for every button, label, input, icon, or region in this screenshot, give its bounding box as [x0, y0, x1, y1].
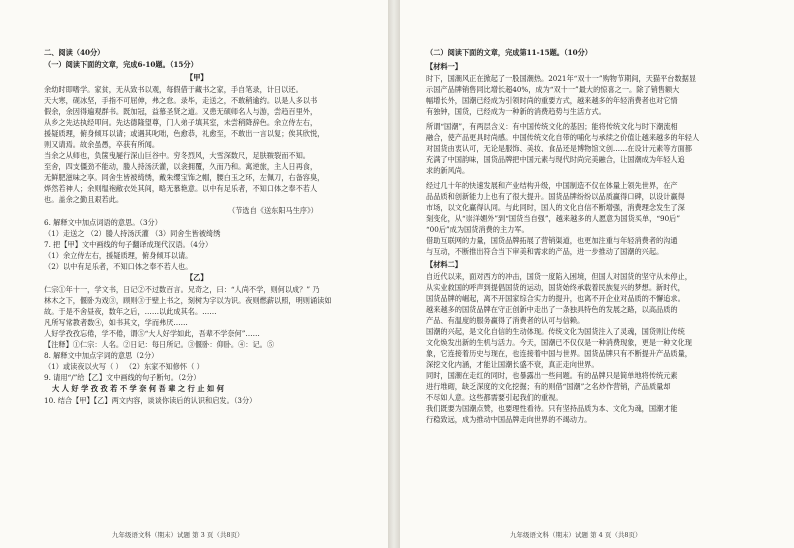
material-1-label: 【材料一】 — [426, 62, 462, 71]
passage-b-line: 仁宗①年十一，学文书，日记②不过数百言。兄奇之，曰：“人尚不学，则何以成？” 乃 — [44, 285, 320, 294]
question-7-item: （2）以中有足乐者，不知口体之奉不若人也。 — [44, 262, 193, 271]
material-2-line: 越来越多的国货品牌在守正创新中走出了一条独具特色的发展之路，以高品质的 — [426, 305, 678, 314]
passage-b-note: 【注释】①仁宗：人名。②日记：每日所记。③偃卧：仰卧。④：记。⑤ — [44, 340, 275, 349]
material-1-line: 对国货由衷认可，无论是服饰、美妆、食品还是博物馆文创……在设计元素等方面都 — [426, 144, 692, 153]
material-1-line: 有独钟，国货，已经成为一种新的消费趋势与生活方式。 — [426, 107, 606, 116]
right-page — [400, 0, 794, 548]
passage-a-label: 【甲】 — [186, 73, 208, 82]
passage-b-label: 【乙】 — [186, 273, 208, 282]
material-2-line: 进行堆砌，缺乏深度的文化挖掘；有的则借“国潮”之名炒作营销，产品质量却 — [426, 382, 671, 391]
material-2-line: 自近代以来，面对西方的冲击，国货一度陷入困境，但国人对国货的坚守从未停止， — [426, 272, 692, 281]
material-1-line: 借助互联网的力量，国货品牌拓展了营销渠道，也更加注重与年轻消费者的沟通 — [426, 236, 678, 245]
passage-a-line: 援疑质理，俯身倾耳以请；或遇其叱咄，色愈恭，礼愈至，不敢出一言以复；俟其欣悦， — [44, 129, 325, 138]
question-6: 6. 解释文中加点词语的意思。（3分） — [44, 218, 162, 227]
book-gutter — [388, 0, 400, 548]
question-7-item: （1）余立侍左右，援疑质理，俯身倾耳以请。 — [44, 251, 193, 260]
footer-right: 九年级语文科（期末）试题 第 4 页（共8页） — [510, 531, 642, 539]
passage-b-line: 人好学孜孜忘倦，学不倦，谓⑤“大人好学如此，吾辈不学奈何”…… — [44, 329, 260, 338]
material-2-line: 产品、有温度的服务赢得了消费者的认可与信赖。 — [426, 316, 585, 325]
material-1-line: 与互动，不断推出符合当下审美和需求的产品，进一步推动了国潮的兴起。 — [426, 247, 664, 256]
passage-a-line: 假余，余因得遍观群书。既加冠，益慕圣贤之道。又患无硕师名人与游，尝趋百里外， — [44, 107, 318, 116]
material-2-line: 不尽如人意。这些都需要引起我们的重视。 — [426, 393, 563, 402]
part1-instruction: （一）阅读下面的文章，完成6-10题。（15分） — [44, 60, 198, 69]
material-1-line: 幅增长外，国潮已经成为引领时尚的重要方式，越来越多的年轻消费者也对它情 — [426, 96, 678, 105]
left-page — [0, 0, 388, 548]
question-6-items: （1）走送之 （2）媵人持汤沃灌 （3）同舍生皆被绮绣 — [44, 229, 221, 238]
material-1-line: 示国产品牌销售同比增长超40%，成为“双十一”最大的惊喜之一。除了销售额大 — [426, 85, 680, 94]
material-2-line: 象，它连接着历史与现在，也连接着中国与世界。国货品牌只有不断提升产品质量， — [426, 349, 692, 358]
passage-b-line: 凡所写常教者数④，如书其文，学而弗厌…… — [44, 318, 188, 327]
material-2-line: 同时，国潮在走红的同时，也暴露出一些问题。有的品牌只是简单地将传统元素 — [426, 371, 678, 380]
material-2-label: 【材料二】 — [426, 260, 462, 269]
material-2-line: 国潮的兴起，是文化自信的生动体现。传统文化为国货注入了灵魂，国货则让传统 — [426, 327, 685, 336]
material-1-line: 品品质和创新能力上也有了很大提升。国货品牌纷纷以品质赢得口碑，以设计赢得 — [426, 192, 685, 201]
question-8: 8. 解释文中加点字词的意思（2分） — [44, 351, 159, 360]
passage-a-line: 从乡之先达执经叩问。先达德隆望尊，门人弟子填其室，未尝稍降辞色。余立侍左右， — [44, 118, 318, 127]
material-1-line: 充满了中国韵味，国货品牌把中国元素与现代时尚完美融合，让国潮成为年轻人追 — [426, 155, 685, 164]
passage-a-line: 余幼时即嗜学。家贫，无从致书以观，每假借于藏书之家，手自笔录，计日以还。 — [44, 85, 303, 94]
passage-a-line: 烨然若神人；余则缊袍敝衣处其间，略无慕艳意。以中有足乐者，不知口体之奉不若人 — [44, 184, 318, 193]
material-1-line: 时下，国潮风正在掀起了一股国潮热。2021年“双十一”购物节期间，天猫平台数据显 — [426, 74, 697, 83]
question-10: 10. 结合【甲】【乙】两文内容，谈谈你读后的认识和启发。（3分） — [44, 396, 257, 405]
material-1-line: 所谓“国潮”，有两层含义：有中国传统文化的基因；能将传统文化与时下潮流相 — [426, 122, 678, 131]
material-1-line: 市场，以文化赢得认同。与此同时，国人的文化自信不断增强，消费理念发生了深 — [426, 203, 685, 212]
passage-a-line: 天大寒，砚冰坚，手指不可屈伸，弗之怠。录毕，走送之，不敢稍逾约。以是人多以书 — [44, 96, 318, 105]
footer-left: 九年级语文科（期末）试题 第 3 页（共8页） — [112, 531, 244, 539]
passage-b-line: 林木之下，偃卧为戏③，顾则③于壁上书之，刻树为字以为识。夜则燃薪以照，明则诵读如 — [44, 296, 332, 305]
section-title: 二、阅读（40分） — [44, 48, 105, 57]
material-2-line: 文化焕发出新的生机与活力。今天，国潮已不仅仅是一种消费现象，更是一种文化现 — [426, 338, 692, 347]
passage-a-source: （节选自《送东阳马生序》） — [228, 206, 318, 215]
material-1-line: 求的新风尚。 — [426, 166, 470, 175]
passage-a-line: 无鲜肥滋味之享。同舍生皆被绮绣，戴朱缨宝饰之帽，腰白玉之环，左佩刀，右备容臭， — [44, 173, 325, 182]
material-2-line: 深挖文化内涵，才能让国潮长盛不衰，真正走向世界。 — [426, 360, 599, 369]
material-2-line: 从实业救国的呼声到提倡国货的运动，国货始终承载着民族复兴的梦想。新时代， — [426, 283, 685, 292]
passage-a-line: 则又请焉。故余虽愚，卒获有所闻。 — [44, 140, 160, 149]
passage-a-line: 至舍，四支僵劲不能动，媵人持汤沃灌，以衾拥覆，久而乃和。寓逆旅，主人日再食， — [44, 162, 318, 171]
passage-a-line: 当余之从师也，负箧曳屣行深山巨谷中。穷冬烈风，大雪深数尺，足肤皲裂而不知。 — [44, 151, 310, 160]
material-2-line: 我们既要为国潮点赞，也要理性看待。只有坚持品质为本、文化为魂，国潮才能 — [426, 404, 678, 413]
question-9: 9. 请用“/”给【乙】文中画线的句子断句。（2分） — [44, 373, 201, 382]
passage-a-line: 也。盖余之勤且艰若此。 — [44, 195, 124, 204]
question-8-items: （1）或读夜以火写（ ） （2）东家不知修怀（ ） — [44, 362, 204, 371]
question-9-text: 大 人 好 学 孜 孜 若 不 学 奈 何 吾 辈 之 行 止 如 何 — [52, 384, 224, 393]
question-7: 7. 把【甲】文中画线的句子翻译成现代汉语。（4分） — [44, 240, 213, 249]
material-2-line: 行稳致远，成为推动中国品牌走向世界的不竭动力。 — [426, 415, 592, 424]
passage-b-line: 故。于是不舍昼夜，数年之后，……以此成其名。…… — [44, 307, 217, 316]
material-1-line: 刻变化，从“崇洋媚外”到“国货当自强”，越来越多的人愿意为国货买单，“90后” — [426, 214, 681, 223]
material-1-line: 经过几十年的快速发展和产业结构升级，中国制造不仅在体量上领先世界，在产 — [426, 181, 678, 190]
material-1-line: 融合，使产品更具时尚感。中国传统文化自带的哺化与承续之价值让越来越多的年轻人 — [426, 133, 700, 142]
part2-instruction: （二）阅读下面的文章，完成第11-15题。（10分） — [426, 48, 592, 57]
material-2-line: 国货品牌的崛起，离不开国家综合实力的提升，也离不开企业对品质的不懈追求。 — [426, 294, 685, 303]
material-1-line: “00后”成为国货消费的主力军。 — [426, 225, 529, 234]
